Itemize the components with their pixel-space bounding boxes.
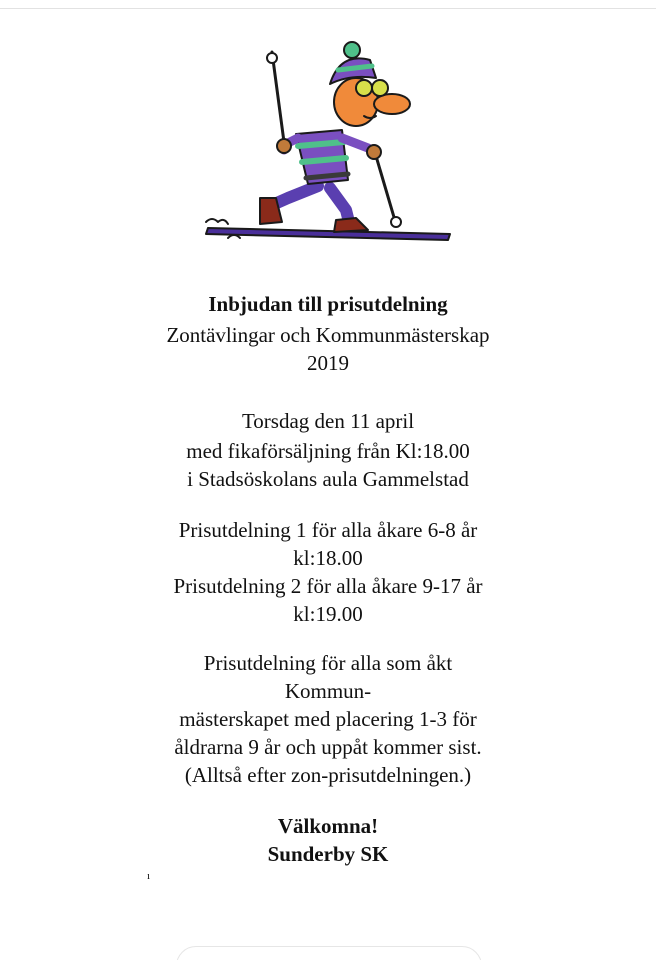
ceremony-2-time: kl:19.00 <box>293 602 363 626</box>
championship-line-4: åldrarna 9 år och uppåt kommer sist. <box>174 735 482 759</box>
championship-line-3: mästerskapet med placering 1-3 för <box>179 707 477 731</box>
ceremony-1-line: Prisutdelning 1 för alla åkare 6-8 år <box>178 518 478 542</box>
bottom-toolbar-pill[interactable] <box>176 946 482 960</box>
event-date: Torsdag den 11 april <box>241 409 415 433</box>
ceremony-2-line: Prisutdelning 2 för alla åkare 9-17 år <box>173 574 483 598</box>
document-subtitle: Zontävlingar och Kommunmästerskap <box>166 323 490 347</box>
event-venue: i Stadsöskolans aula Gammelstad <box>187 467 469 491</box>
championship-line-2: Kommun- <box>284 679 372 703</box>
closing-club: Sunderby SK <box>267 842 389 866</box>
document-title: Inbjudan till prisutdelning <box>208 292 448 316</box>
top-divider <box>0 8 656 9</box>
closing-welcome: Välkomna! <box>277 814 379 838</box>
document-year: 2019 <box>307 351 349 375</box>
skier-illustration-icon <box>200 38 456 250</box>
event-fika: med fikaförsäljning från Kl:18.00 <box>186 439 470 463</box>
stray-mark: ı <box>147 870 151 882</box>
championship-line-5: (Alltså efter zon-prisutdelningen.) <box>184 763 472 787</box>
ceremony-1-time: kl:18.00 <box>293 546 363 570</box>
championship-line-1: Prisutdelning för alla som åkt <box>203 651 453 675</box>
